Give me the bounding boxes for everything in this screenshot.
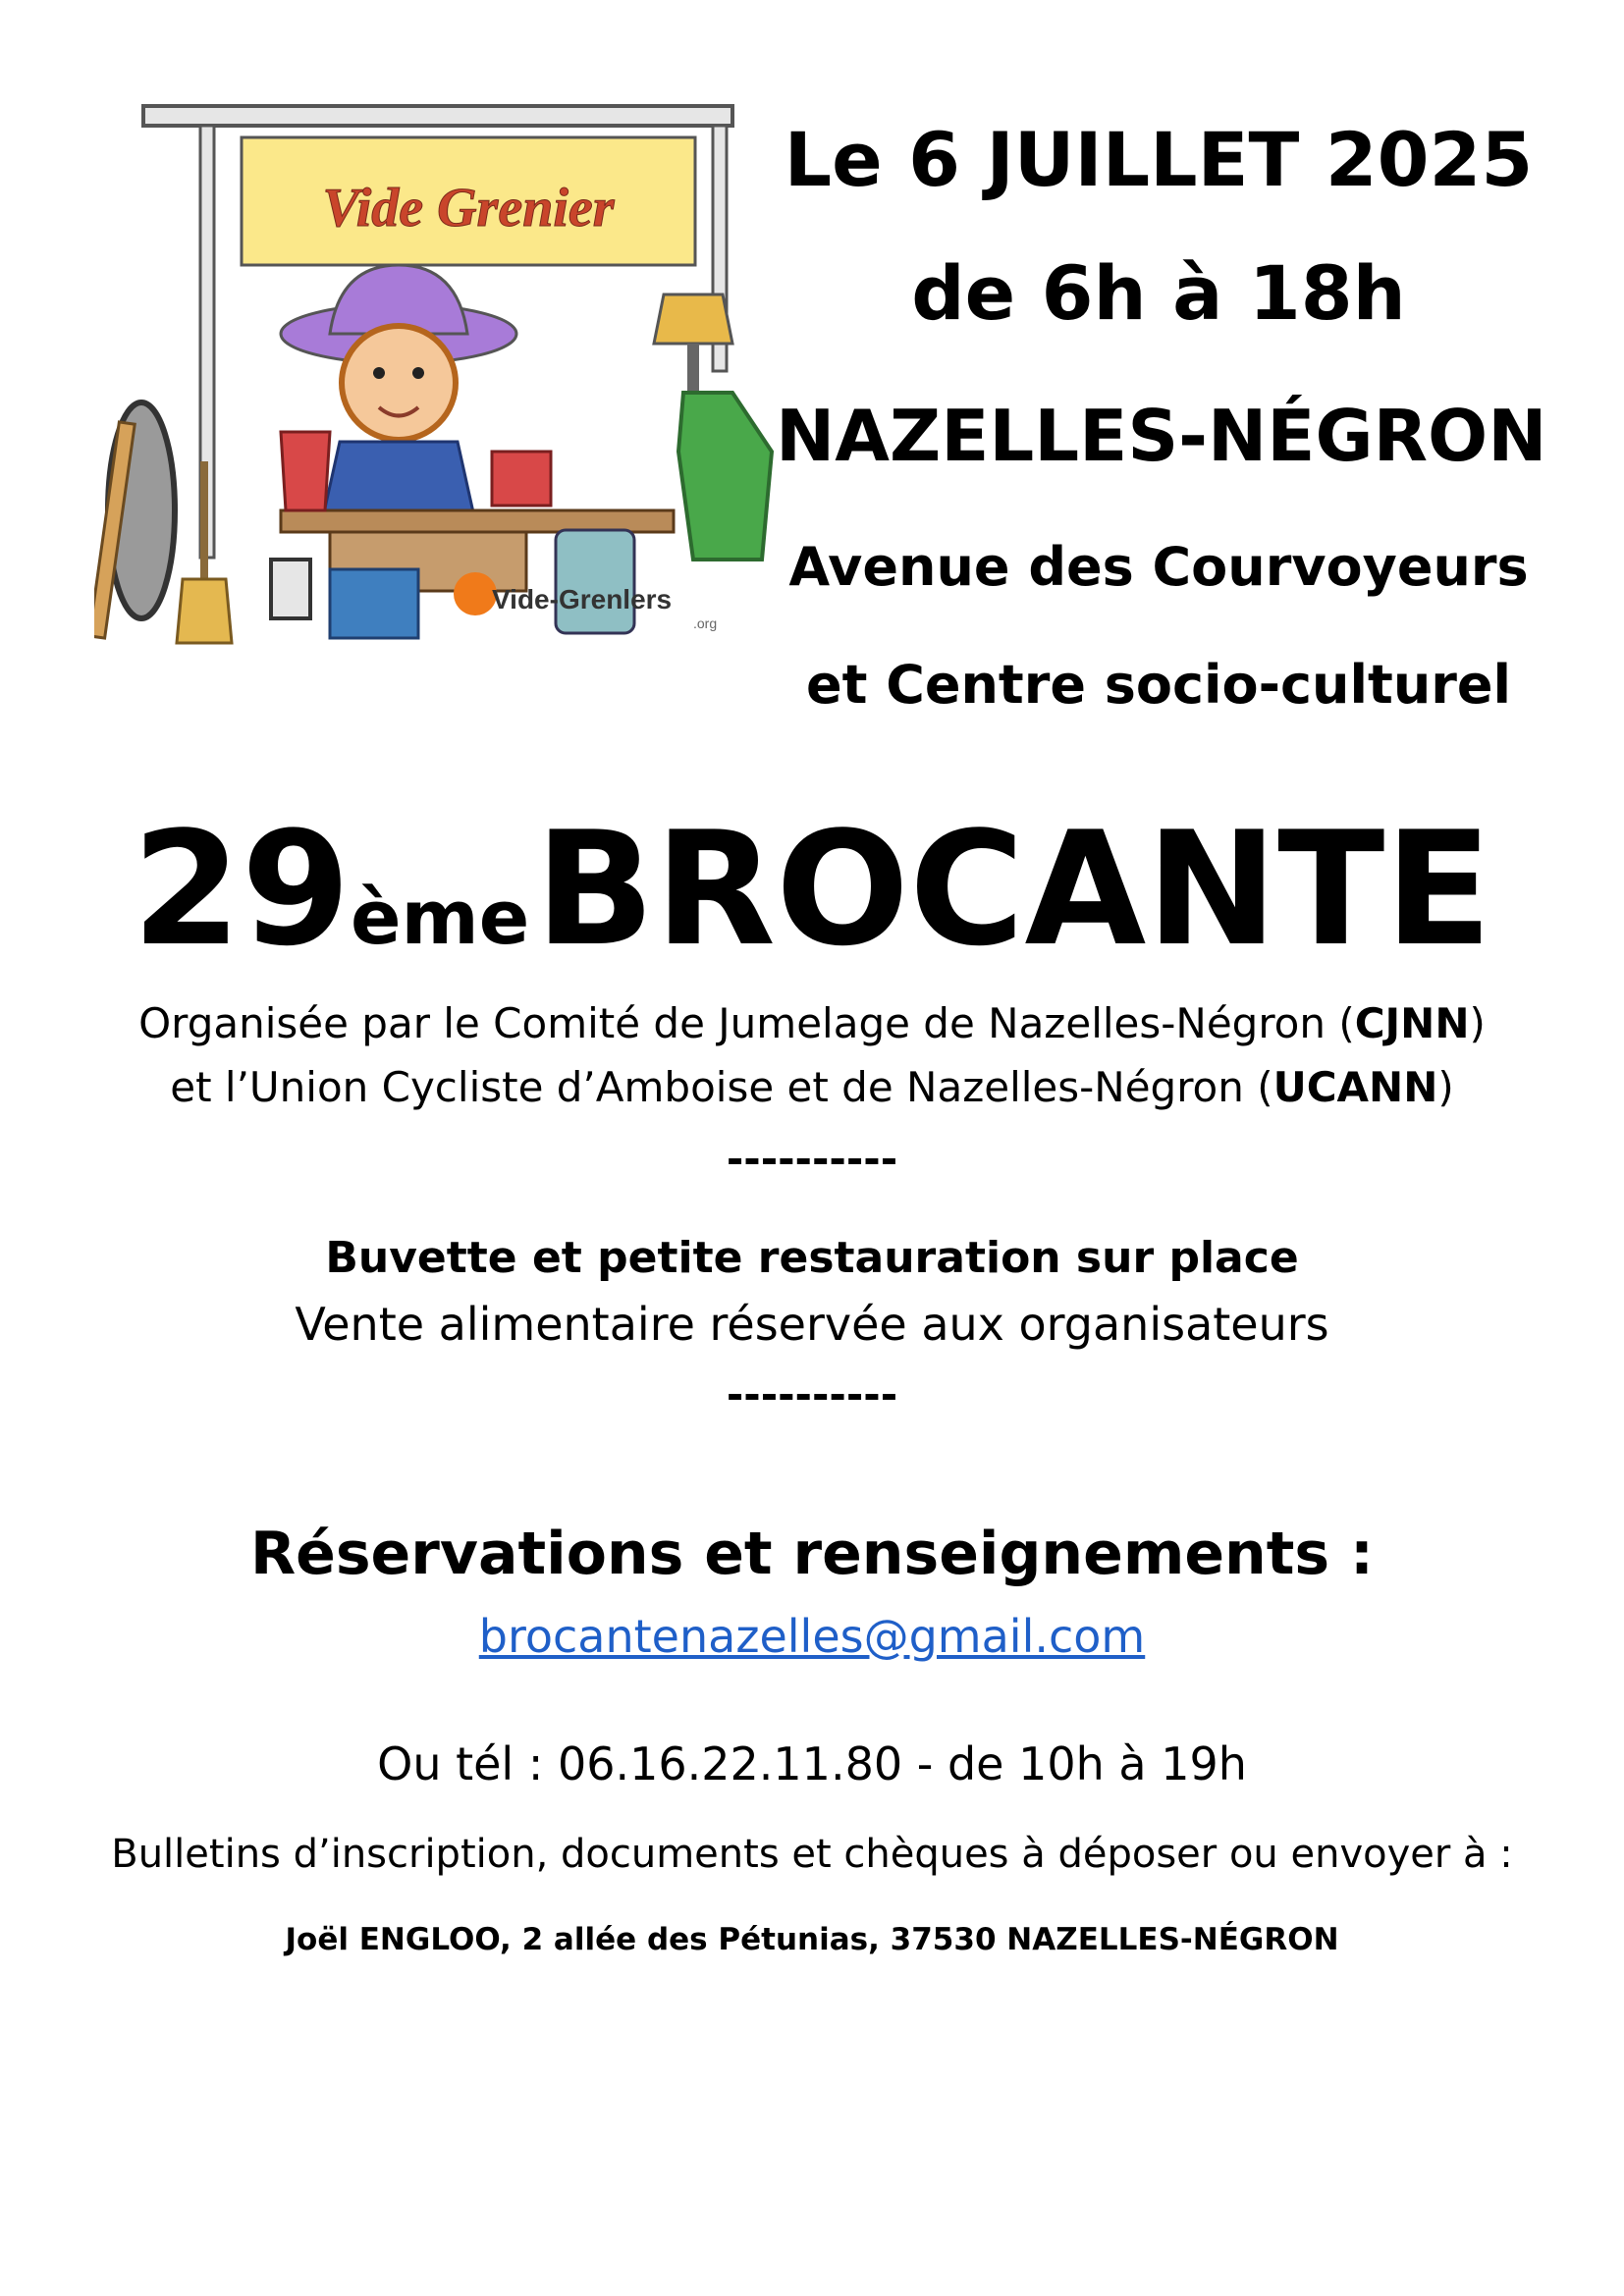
- buvette-text: Buvette et petite restauration sur place: [325, 1233, 1299, 1283]
- event-date: Le 6 JUILLET 2025: [784, 116, 1534, 203]
- vide-grenier-org-icon: [454, 572, 497, 615]
- broom-icon: [177, 579, 232, 643]
- separator: ----------: [726, 1370, 898, 1418]
- watermark-suffix: .org: [693, 615, 718, 631]
- title-word: BROCANTE: [534, 797, 1492, 981]
- separator: ----------: [726, 1135, 898, 1183]
- watermark-text: Vide-Grenlers: [492, 584, 673, 614]
- toaster-icon: [492, 452, 551, 506]
- event-address-line1: Avenue des Courvoyeurs: [788, 536, 1529, 598]
- stall-roof: [143, 106, 732, 126]
- coat-icon: [678, 393, 772, 560]
- page-title: [0, 797, 1624, 981]
- lamp-icon: [654, 294, 732, 344]
- vide-grenier-logo: [94, 98, 782, 648]
- organizer-abbr-cjnn: CJNN: [1354, 999, 1470, 1047]
- phone-line: Ou tél : 06.16.22.11.80 - de 10h à 19h: [377, 1737, 1247, 1790]
- event-address-line2: et Centre socio-culturel: [805, 654, 1512, 716]
- organizer-abbr-ucann: UCANN: [1272, 1063, 1438, 1111]
- seller-face: [342, 326, 456, 440]
- email-link[interactable]: brocantenazelles@gmail.com: [478, 1610, 1146, 1663]
- vente-text: Vente alimentaire réservée aux organisateurs: [295, 1298, 1329, 1351]
- event-city: NAZELLES-NÉGRON: [776, 395, 1547, 477]
- bulletins-text: Bulletins d’inscription, documents et chèques à déposer ou envoyer à :: [111, 1832, 1513, 1877]
- postal-address: Joël ENGLOO, 2 allée des Pétunias, 37530 NAZELLES-NÉGRON: [285, 1922, 1339, 1957]
- lantern-icon: [271, 560, 310, 618]
- event-hours: de 6h à 18h: [911, 249, 1406, 337]
- title-ordinal: ème: [351, 874, 530, 961]
- milk-can-icon: [556, 530, 634, 633]
- organizer-line-2: et l’Union Cycliste d’Amboise et de Nazelles-Négron (UCANN): [170, 1063, 1454, 1111]
- banner-text: Vide Grenier: [322, 178, 615, 239]
- title-number: 29: [132, 797, 352, 981]
- watering-can-icon: [330, 569, 418, 638]
- organizer-line-1: Organisée par le Comité de Jumelage de Nazelles-Négron (CJNN): [138, 999, 1486, 1047]
- reservations-heading: Réservations et renseignements :: [249, 1520, 1375, 1588]
- jug-icon: [281, 432, 330, 510]
